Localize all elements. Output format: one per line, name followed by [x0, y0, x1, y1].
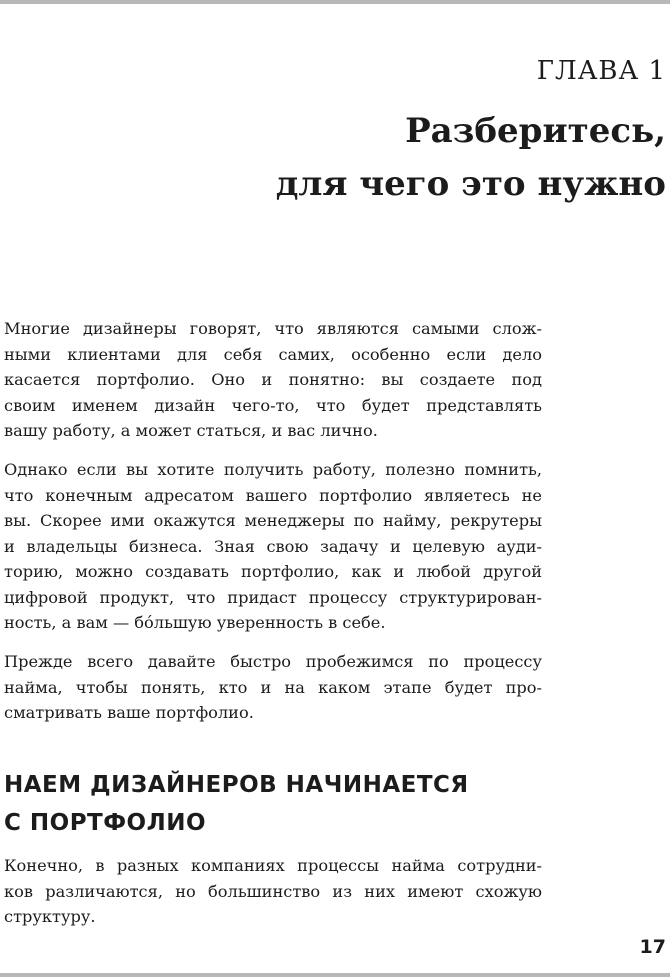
paragraph-line: Конечно, в разных компаниях процессы найма сотрудни-	[4, 856, 542, 875]
paragraph-line: Прежде всего давайте быстро пробежимся по процессу	[4, 652, 542, 671]
paragraph-line: своим именем дизайн чего-то, что будет представлять	[4, 395, 542, 415]
paragraph-line: касается портфолио. Оно и понятно: вы создаете под	[4, 370, 542, 389]
page-number: 17	[639, 936, 666, 958]
paragraph-line: что конечным адресатом вашего портфолио являетесь не	[4, 485, 542, 505]
paragraph-line: ность, а вам — бóльшую уверенность в себе.	[4, 613, 386, 632]
paragraph-line: вы. Скорее ими окажутся менеджеры по найму, рекрутеры	[4, 511, 542, 530]
top-rule	[0, 0, 670, 4]
paragraph-line: цифровой продукт, что придаст процессу структурирован-	[4, 587, 542, 607]
section-heading-line: С ПОРТФОЛИО	[4, 810, 206, 836]
paragraph-line: ков различаются, но большинство из них имеют схожую	[4, 881, 542, 901]
chapter-title	[276, 105, 666, 211]
chapter-title-line: для чего это нужно	[275, 164, 666, 204]
chapter-title-line: Разберитесь,	[405, 111, 666, 151]
paragraph-line: и владельцы бизнеса. Зная свою задачу и целевую ауди-	[4, 536, 542, 556]
chapter-label: ГЛАВА 1	[536, 56, 666, 86]
paragraph-line: найма, чтобы понять, кто и на каком этапе будет про-	[4, 677, 542, 697]
paragraph-line: вашу работу, а может статься, и вас лично.	[4, 421, 378, 440]
paragraph-2	[4, 457, 542, 636]
paragraph-1	[4, 316, 542, 444]
paragraph-line: торию, можно создавать портфолио, как и любой другой	[4, 562, 542, 581]
paragraph-line: сматривать ваше портфолио.	[4, 703, 254, 722]
paragraph-3	[4, 649, 542, 726]
paragraph-line: Многие дизайнеры говорят, что являются самыми слож-	[4, 319, 542, 338]
section-heading	[4, 766, 469, 842]
section-heading-line: НАЕМ ДИЗАЙНЕРОВ НАЧИНАЕТСЯ	[4, 772, 469, 798]
section-paragraph	[4, 853, 542, 930]
paragraph-line: Однако если вы хотите получить работу, полезно помнить,	[4, 460, 542, 479]
bottom-rule	[0, 973, 670, 977]
paragraph-line: структуру.	[4, 907, 96, 926]
paragraph-line: ными клиентами для себя самих, особенно если дело	[4, 344, 542, 364]
